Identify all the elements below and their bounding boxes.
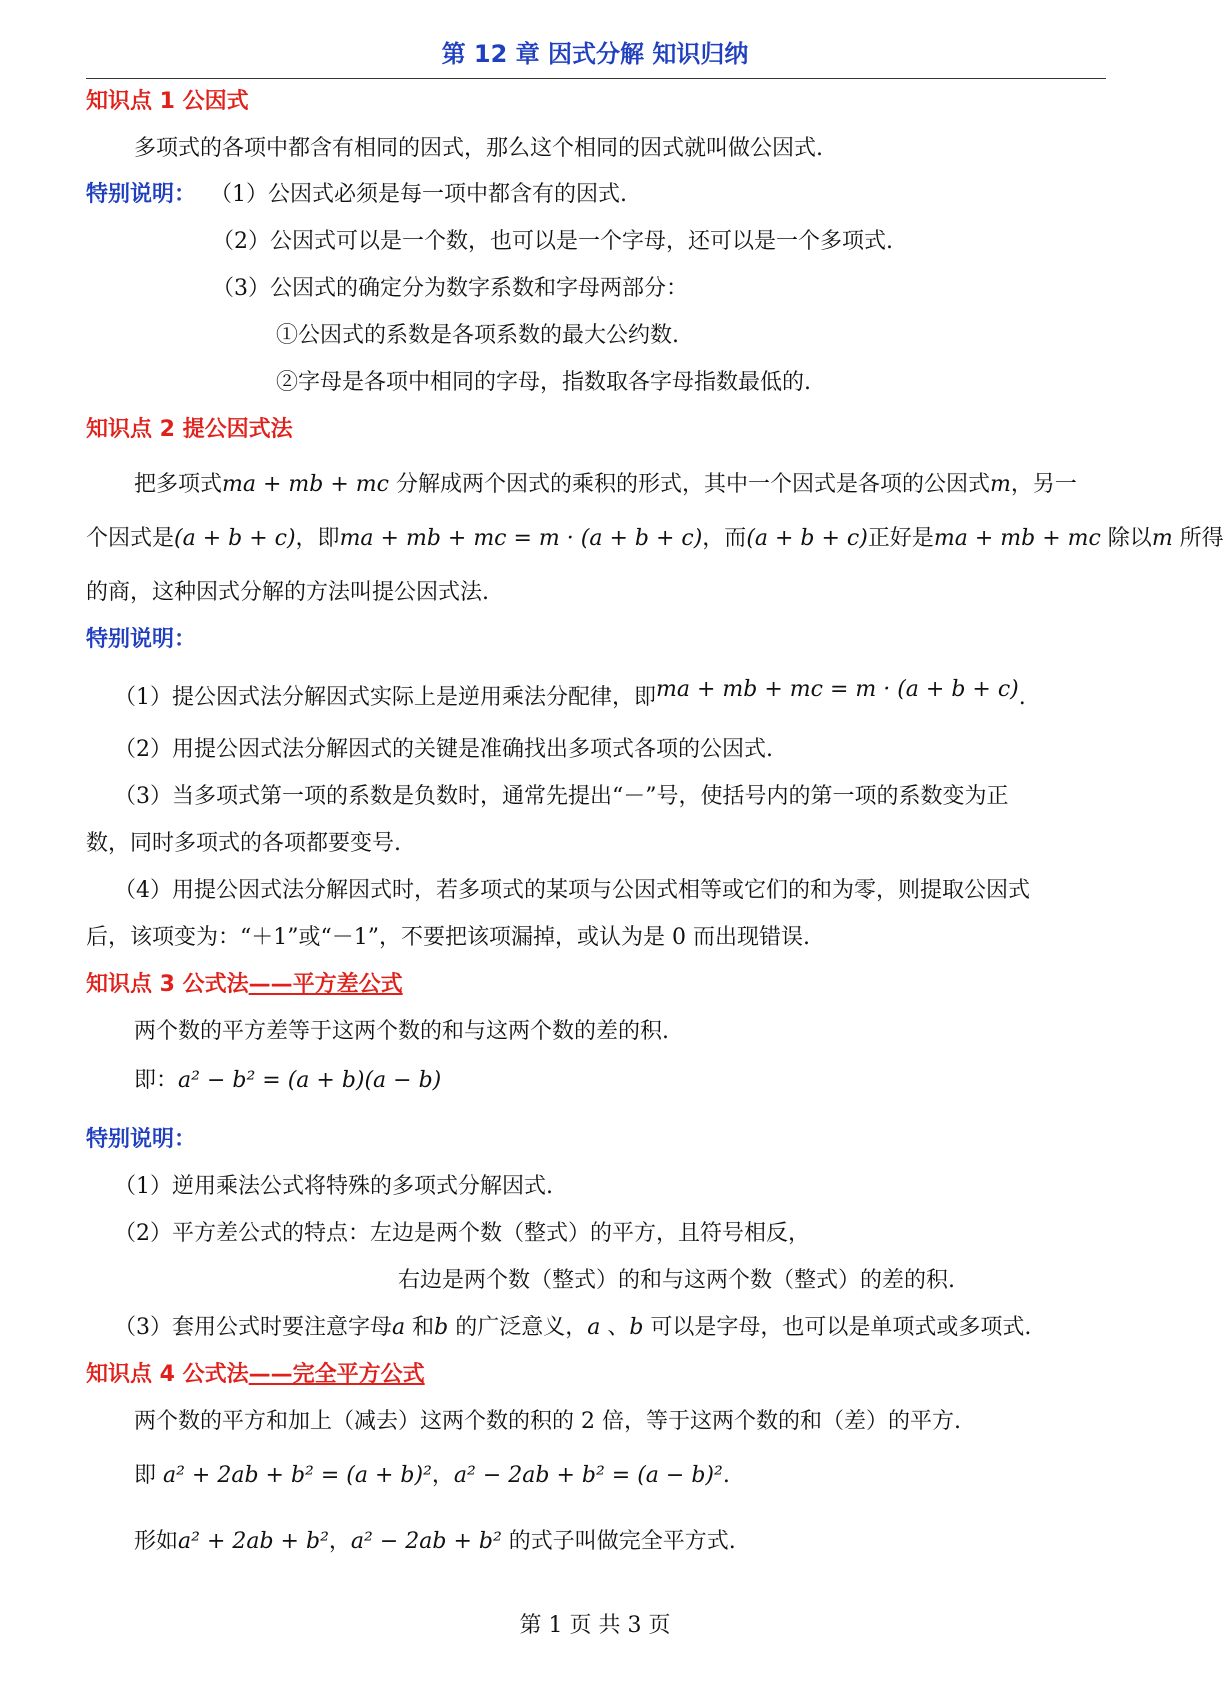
k2-math: ma + mb + mc = m · (a + b + c) [339, 526, 703, 551]
k2-paragraph-line-1 [134, 470, 1077, 500]
k3-text: 、 [600, 1315, 630, 1340]
k3-math: a [587, 1315, 601, 1340]
k1-note-3: （3）公因式的确定分为数字系数和字母两部分： [212, 276, 688, 301]
k3-note-2: （2）平方差公式的特点：左边是两个数（整式）的平方，且符号相反， [114, 1221, 810, 1246]
k4-text: ， [328, 1529, 351, 1554]
k4-heading-a: 知识点 4 公式法 [86, 1362, 249, 1387]
k1-definition: 多项式的各项中都含有相同的因式，那么这个相同的因式就叫做公因式. [134, 136, 823, 161]
k3-note-1: （1）逆用乘法公式将特殊的多项式分解因式. [114, 1174, 553, 1199]
k2-text: 个因式是 [86, 526, 175, 551]
k2-math: m [989, 472, 1011, 497]
k4-text: ， [431, 1463, 454, 1488]
k4-sentence [134, 1527, 736, 1557]
k3-heading-a: 知识点 3 公式法 [86, 972, 249, 997]
k3-note-label: 特别说明： [86, 1127, 197, 1152]
k1-note-label: 特别说明： [86, 182, 197, 207]
k2-math: (a + b + c) [746, 526, 868, 551]
k3-heading [86, 970, 403, 1000]
k2-text: 所得 [1172, 526, 1224, 551]
k3-note-3 [114, 1313, 1031, 1343]
k2-text: 把多项式 [134, 472, 223, 497]
k4-heading-b: ——完全平方公式 [248, 1362, 425, 1387]
header-rule [86, 78, 1106, 79]
k2-text: ，即 [295, 526, 340, 551]
k1-note-1: （1）公因式必须是每一项中都含有的因式. [210, 182, 628, 207]
k2-note-4: （4）用提公因式法分解因式时，若多项式的某项与公因式相等或它们的和为零，则提取公因式 [114, 878, 1031, 903]
k2-paragraph-line-2 [86, 524, 1224, 554]
k2-text: （1）提公因式法分解因式实际上是逆用乘法分配律，即 [114, 685, 656, 710]
k1-heading: 知识点 1 公因式 [86, 89, 249, 114]
k1-note-3a: ①公因式的系数是各项系数的最大公约数. [276, 323, 679, 348]
k2-math: m [1151, 526, 1173, 551]
k2-note-3-cont: 数，同时多项式的各项都要变号. [86, 831, 401, 856]
k4-text: . [722, 1463, 730, 1488]
k2-note-label: 特别说明： [86, 627, 197, 652]
k3-text: 可以是字母，也可以是单项式或多项式. [643, 1315, 1032, 1340]
k2-note-2: （2）用提公因式法分解因式的关键是准确找出多项式各项的公因式. [114, 737, 773, 762]
k3-heading-b: ——平方差公式 [248, 972, 403, 997]
k4-definition: 两个数的平方和加上（减去）这两个数的积的 2 倍，等于这两个数的和（差）的平方. [134, 1409, 961, 1434]
k2-math: ma + mb + mc [222, 472, 389, 497]
k4-formula-row [134, 1461, 730, 1491]
k2-text: ，另一 [1010, 472, 1077, 497]
k2-text: 分解成两个因式的乘积的形式，其中一个因式是各项的公因式 [388, 472, 990, 497]
k4-formula-1: a² + 2ab + b² = (a + b)² [163, 1463, 432, 1488]
k2-paragraph-line-3: 的商，这种因式分解的方法叫提公因式法. [86, 580, 489, 605]
page-number: 第 1 页 共 3 页 [519, 1613, 671, 1638]
k2-note-3: （3）当多项式第一项的系数是负数时，通常先提出“－”号，使括号内的第一项的系数变为正 [114, 784, 1009, 809]
k2-heading: 知识点 2 提公因式法 [86, 417, 293, 442]
k4-text: 的式子叫做完全平方式. [501, 1529, 736, 1554]
k3-text: 和 [405, 1315, 435, 1340]
k2-text: . [1018, 685, 1026, 710]
k3-definition: 两个数的平方差等于这两个数的和与这两个数的差的积. [134, 1019, 669, 1044]
k4-text: 即 [134, 1463, 163, 1488]
k4-text: 形如 [134, 1529, 179, 1554]
k1-note-row [86, 180, 627, 210]
k3-note-2-cont: 右边是两个数（整式）的和与这两个数（整式）的差的积. [398, 1268, 955, 1293]
k3-formula-row [134, 1066, 441, 1096]
k4-math: a² − 2ab + b² [350, 1529, 502, 1554]
k2-math: ma + mb + mc [933, 526, 1101, 551]
k3-math: b [629, 1315, 644, 1340]
k3-formula: a² − b² = (a + b)(a − b) [178, 1068, 442, 1093]
k1-note-3b: ②字母是各项中相同的字母，指数取各字母指数最低的. [276, 370, 811, 395]
k2-text: 正好是 [867, 526, 934, 551]
k3-text: 即： [134, 1068, 179, 1093]
k4-formula-2: a² − 2ab + b² = (a − b)² [453, 1463, 723, 1488]
page-title: 第 12 章 因式分解 知识归纳 [441, 40, 749, 68]
k4-heading [86, 1360, 425, 1390]
k4-math: a² + 2ab + b² [178, 1529, 329, 1554]
k2-text: 除以 [1100, 526, 1152, 551]
k3-math: b [434, 1315, 449, 1340]
k3-math: a [392, 1315, 406, 1340]
k2-note-1 [114, 677, 1026, 713]
k2-math: (a + b + c) [174, 526, 296, 551]
k3-text: 的广泛意义， [448, 1315, 588, 1340]
k2-note-4-cont: 后，该项变为：“＋1”或“－1”，不要把该项漏掉，或认为是 0 而出现错误. [86, 925, 810, 950]
k1-note-2: （2）公因式可以是一个数，也可以是一个字母，还可以是一个多项式. [212, 229, 893, 254]
k3-text: （3）套用公式时要注意字母 [114, 1315, 392, 1340]
k2-text: ，而 [702, 526, 747, 551]
k2-math: ma + mb + mc = m · (a + b + c) [656, 677, 1019, 702]
